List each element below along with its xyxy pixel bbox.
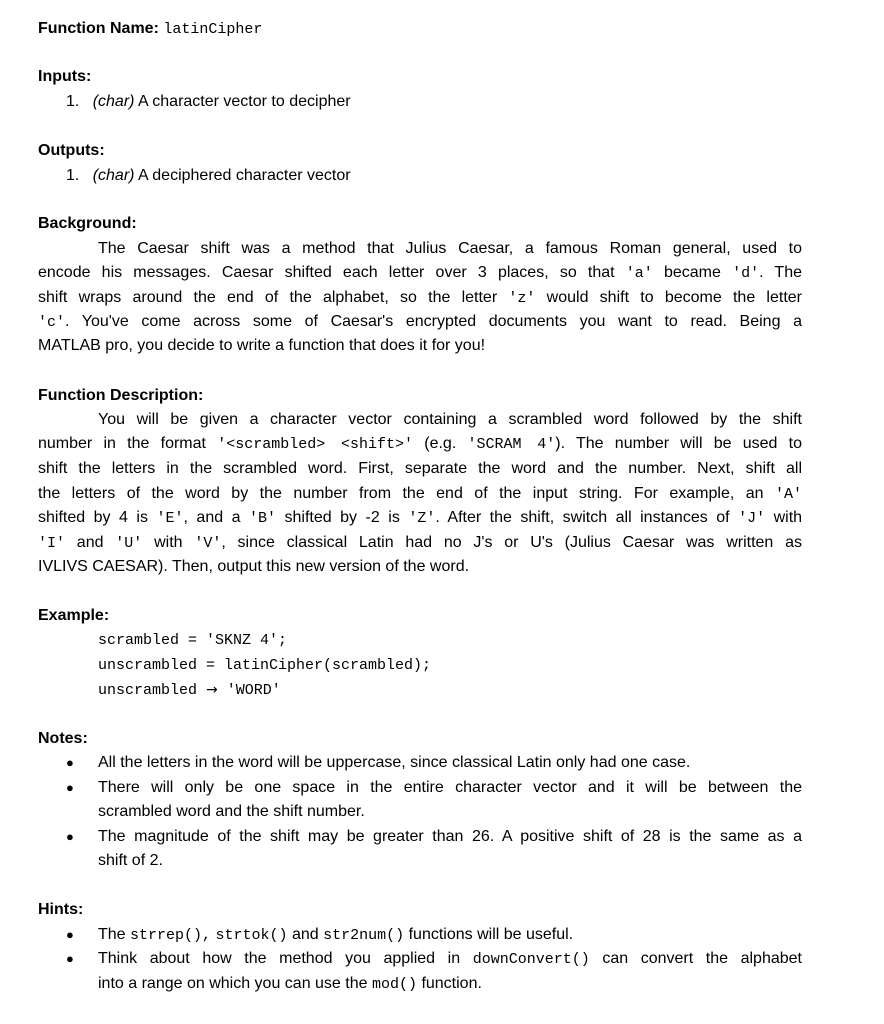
background-line-5: MATLAB pro, you decide to write a function that does it for you! (38, 337, 486, 354)
description-text: ). The number will be used to (555, 435, 803, 452)
arrow-icon: → (206, 682, 218, 698)
hints-item-1 (98, 925, 573, 946)
bullet-icon: ● (66, 927, 74, 942)
description-line-1: You will be given a character vector containing a scrambled word followed by the shift (98, 411, 802, 428)
hints-text: Think about how the method you applied in (98, 950, 461, 967)
hints-item-2-line-2 (98, 974, 482, 995)
inputs-item-text: A character vector to decipher (138, 93, 351, 110)
description-text: the letters of the word by the number from the end of the input string. For example, an (38, 485, 764, 502)
background-heading: Background: (38, 215, 137, 232)
description-text: , and a (183, 509, 241, 526)
notes-item-3-line-2: shift of 2. (98, 852, 163, 869)
code-Z: 'Z' (408, 510, 436, 527)
description-text: with (773, 509, 803, 526)
background-text: . You've come across some of Caesar's encrypted documents you want to read. Being a (65, 313, 802, 330)
inputs-item-type: (char) (92, 93, 135, 110)
description-line-6 (38, 533, 802, 554)
inputs-item (66, 92, 351, 112)
description-text: shifted by -2 is (284, 509, 400, 526)
code-z: 'z' (508, 290, 536, 307)
code-I: 'I' (38, 535, 66, 552)
outputs-item-number: 1. (66, 167, 80, 184)
background-line-1: The Caesar shift was a method that Julius Caesar, a famous Roman general, used to (98, 240, 802, 257)
hints-item-2-line-1 (98, 949, 802, 970)
notes-item-1: All the letters in the word will be uppercase, since classical Latin only had one case. (98, 754, 691, 771)
description-text: (e.g. (424, 435, 457, 452)
function-name-value: latinCipher (163, 21, 263, 38)
function-name-label: Function Name: (38, 20, 159, 37)
description-line-3: shift the letters in the scrambled word. First, separate the word and the number. Next, shift all (38, 460, 802, 477)
code-downConvert: downConvert() (472, 951, 590, 968)
description-text: and (76, 534, 104, 551)
hints-text: The (98, 926, 126, 943)
code-d: 'd' (732, 265, 760, 282)
background-line-4 (38, 312, 802, 333)
description-line-2 (38, 434, 802, 455)
description-text: , since classical Latin had no J's or U's (Julius Caesar was written as (221, 534, 802, 551)
code-c: 'c' (38, 314, 66, 331)
bullet-icon: ● (66, 829, 74, 844)
example-code-line-2: unscrambled = latinCipher(scrambled); (98, 657, 432, 674)
code-J: 'J' (738, 510, 766, 527)
code-E: 'E' (156, 510, 184, 527)
notes-item-3-line-1: The magnitude of the shift may be greater than 26. A positive shift of 28 is the same as a (98, 828, 802, 845)
outputs-item (66, 166, 351, 186)
background-line-2 (38, 263, 802, 284)
inputs-heading: Inputs: (38, 68, 92, 85)
notes-item-2-line-1: There will only be one space in the entire character vector and it will be between the (98, 779, 802, 796)
bullet-icon: ● (66, 780, 74, 795)
background-line-3 (38, 288, 802, 309)
code-a: 'a' (625, 265, 653, 282)
background-text: became (663, 264, 721, 281)
code-strtok: strtok() (215, 927, 288, 944)
code-V: 'V' (194, 535, 222, 552)
code-B: 'B' (249, 510, 277, 527)
notes-heading: Notes: (38, 730, 88, 747)
description-text: with (154, 534, 183, 551)
description-line-5 (38, 508, 802, 529)
hints-text: function. (421, 975, 482, 992)
bullet-icon: ● (66, 951, 74, 966)
code-A: 'A' (775, 486, 803, 503)
example-result: 'WORD' (226, 682, 281, 699)
code-U: 'U' (115, 535, 143, 552)
hints-text: and (291, 926, 319, 943)
notes-item-2-line-2: scrambled word and the shift number. (98, 803, 365, 820)
code-strrep: strrep(), (130, 927, 212, 944)
example-variable: unscrambled (98, 682, 198, 699)
code-scram: 'SCRAM 4' (467, 436, 556, 453)
example-heading: Example: (38, 607, 110, 624)
example-code-line-1: scrambled = 'SKNZ 4'; (98, 632, 288, 649)
description-text: shifted by 4 is (38, 509, 148, 526)
hints-text: functions will be useful. (408, 926, 574, 943)
outputs-item-type: (char) (92, 167, 135, 184)
description-heading: Function Description: (38, 387, 204, 404)
background-text: would shift to become the letter (546, 289, 803, 306)
description-text: number in the format (38, 435, 206, 452)
hints-heading: Hints: (38, 901, 84, 918)
background-text: . The (759, 264, 802, 281)
description-line-7: IVLIVS CAESAR). Then, output this new version of the word. (38, 558, 470, 575)
function-name-row (38, 19, 262, 40)
example-code-line-3 (98, 680, 281, 701)
outputs-item-text: A deciphered character vector (138, 167, 351, 184)
hints-text: into a range on which you can use the (98, 975, 368, 992)
hints-text: can convert the alphabet (602, 950, 802, 967)
background-text: encode his messages. Caesar shifted each letter over 3 places, so that (38, 264, 615, 281)
outputs-heading: Outputs: (38, 142, 105, 159)
inputs-item-number: 1. (66, 93, 80, 110)
description-line-4 (38, 484, 802, 505)
code-mod: mod() (371, 976, 417, 993)
bullet-icon: ● (66, 755, 74, 770)
code-format: '<scrambled> <shift>' (217, 436, 414, 453)
background-text: shift wraps around the end of the alphabet, so the letter (38, 289, 498, 306)
description-text: . After the shift, switch all instances of (435, 509, 730, 526)
code-str2num: str2num() (323, 927, 405, 944)
